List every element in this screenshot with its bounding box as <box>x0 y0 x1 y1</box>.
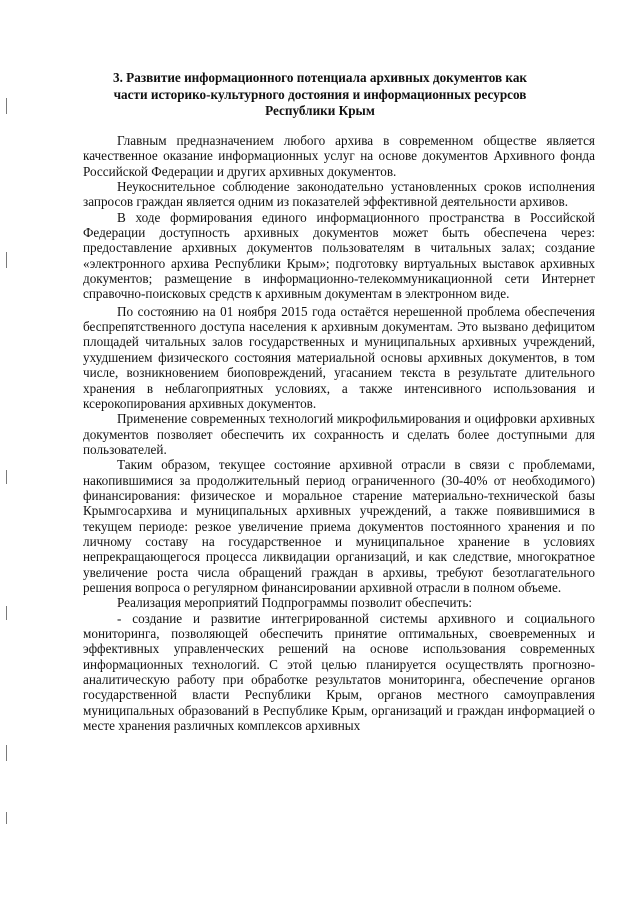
section-heading <box>100 70 540 120</box>
scan-mark <box>6 98 7 114</box>
paragraph-4: По состоянию на 01 ноября 2015 года остаётся нерешенной проблема обеспечения беспрепятственного доступа населения к архивным документам. Это вызвано дефицитом площадей читальных залов государственных и муниципальных архивных учреждений, ухудшением физического состояния материальной основы архивных документов, в том числе, возникновением биоповреждений, угасанием текста в результате длительного хранения в неблагоприятных условиях, а также интенсивного использования и ксерокопирования архивных документов. <box>83 303 595 411</box>
paragraph-1: Главным предназначением любого архива в современном обществе является качественное оказание информационных услуг на основе документов Архивного фонда Российской Федерации и других архивных документов. <box>83 133 595 179</box>
paragraph-2: Неукоснительное соблюдение законодательно установленных сроков исполнения запросов граждан является одним из показателей эффективной деятельности архивов. <box>83 179 595 210</box>
paragraph-5: Применение современных технологий микрофильмирования и оцифровки архивных документов позволяет обеспечить их сохранность и сделать более доступными для пользователей. <box>83 411 595 457</box>
scan-mark <box>6 812 7 824</box>
heading-line-3: Республики Крым <box>265 103 375 118</box>
heading-line-1: 3. Развитие информационного потенциала архивных документов как <box>112 70 528 85</box>
scan-mark <box>6 470 7 484</box>
paragraph-3: В ходе формирования единого информационного пространства в Российской Федерации доступность архивных документов может быть обеспечена через: предоставление архивных документов пользователям в читальных залах; создание «электронного архива Республики Крым»; подготовку виртуальных выставок архивных документов; размещение в информационно-телекоммуникационной сети Интернет справочно-поисковых средств к архивным документам в электронном виде. <box>83 209 595 302</box>
scan-mark <box>6 252 7 268</box>
paragraph-7: Реализация мероприятий Подпрограммы позволит обеспечить: <box>117 595 473 611</box>
heading-line-2: части историко-культурного достояния и информационных ресурсов <box>113 86 527 102</box>
scan-mark <box>6 606 7 620</box>
scan-mark <box>6 745 7 761</box>
paragraph-6: Таким образом, текущее состояние архивной отрасли в связи с проблемами, накопившимися за продолжительный период ограниченного (30-40% от необходимого) финансирования: физическое и моральное старение материально-технической базы Крымгосархива и муниципальных архивных учреждений, а также появившимися в текущем периоде: резкое увеличение приема документов постоянного хранения и по личному составу на государственное и муниципальное хранение в условиях непрекращающегося процесса ликвидации организаций, и как следствие, многократное увеличение роста числа обращений граждан в архивы, требуют безотлагательного решения вопроса о регулярном финансировании архивной отрасли в полном объеме. <box>83 457 595 595</box>
paragraph-8: - создание и развитие интегрированной системы архивного и социального мониторинга, позволяющей обеспечить принятие оптимальных, своевременных и эффективных управленческих решений на основе использования современных информационных технологий. С этой целью планируется осуществлять прогнозно-аналитическую работу при обработке результатов мониторинга, обеспечение органов государственной власти Республики Крым, органов местного самоуправления муниципальных образований в Республике Крым, организаций и граждан информацией о месте хранения различных комплексов архивных <box>83 610 595 734</box>
body-text <box>83 133 595 733</box>
